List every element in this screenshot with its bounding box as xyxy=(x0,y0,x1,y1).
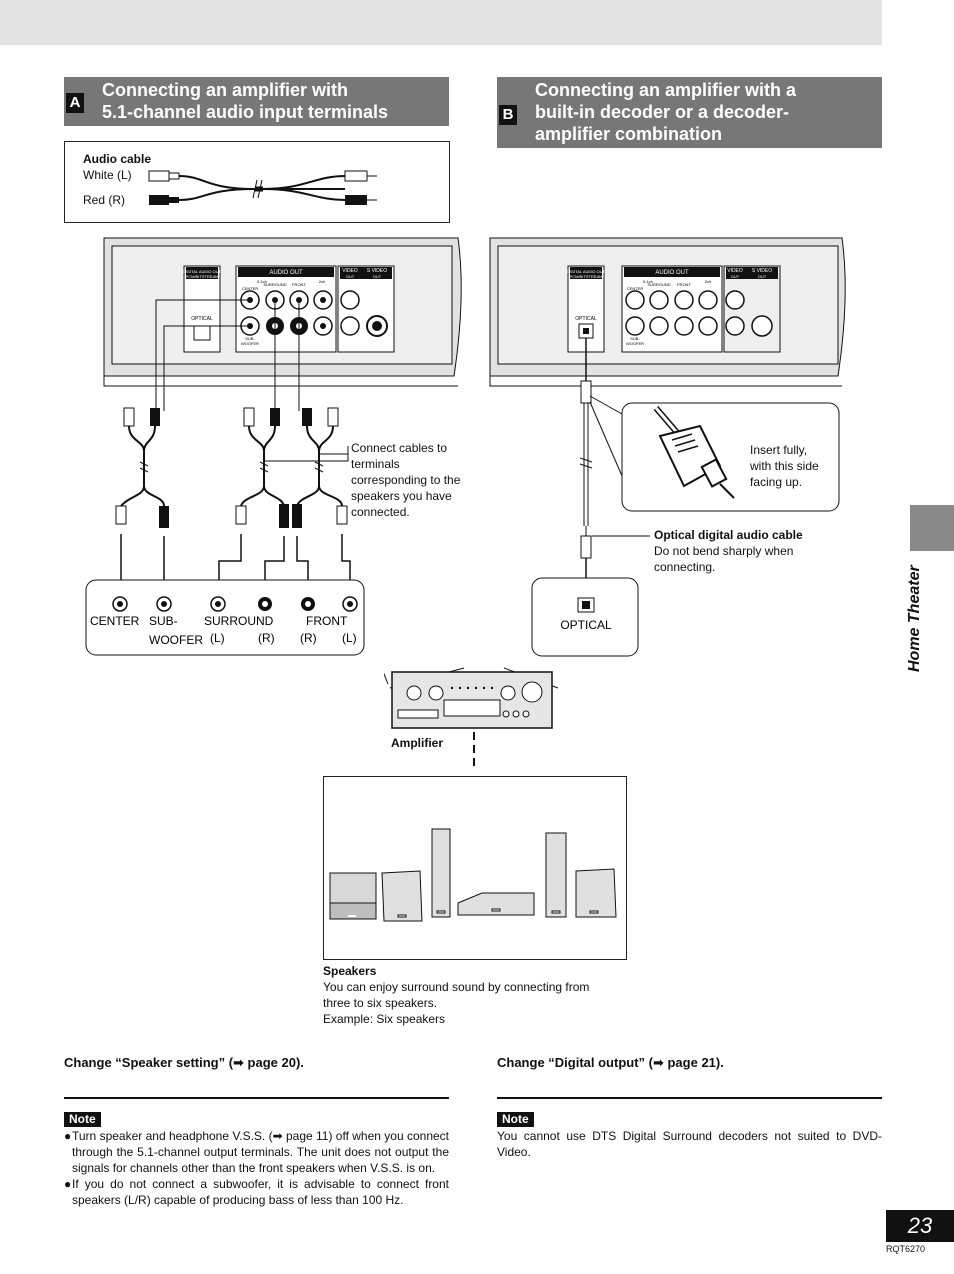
b-optical-label: OPTICAL xyxy=(575,316,597,322)
audio-cable-title: Audio cable xyxy=(83,152,152,166)
amp-center-label: CENTER xyxy=(90,614,140,628)
a-2ch-label: 2ch xyxy=(318,279,326,284)
b-front-label: FRONT xyxy=(677,282,691,287)
amplifier-label: Amplifier xyxy=(391,736,444,750)
side-tab-text: Home Theater xyxy=(906,565,923,672)
change-speaker-setting: Change “Speaker setting” (➡ page 20). xyxy=(64,1055,304,1070)
a-video-out-label: OUT xyxy=(345,274,355,279)
connect-note: Connect cables to terminals corresponding to the speakers you have connected. xyxy=(351,441,461,519)
b-svideo-out-label: OUT xyxy=(757,274,767,279)
side-tab-block xyxy=(910,505,954,551)
section-a-heading xyxy=(64,77,449,126)
note-b-label: Note xyxy=(497,1112,534,1127)
note-a-item xyxy=(64,1128,449,1176)
a-center-label: CENTER xyxy=(241,286,259,291)
amp-surround-l: (L) xyxy=(210,631,225,645)
a-digital-label: DIGITAL AUDIO OUT xyxy=(182,269,222,274)
a-woofer-label: WOOFER xyxy=(241,341,259,346)
note-b-text: You cannot use DTS Digital Surround decoders not suited to DVD-Video. xyxy=(497,1129,882,1159)
optical-cable-note xyxy=(654,527,834,575)
b-surround-label: SURROUND xyxy=(647,282,671,287)
audio-cable-white: White (L) xyxy=(83,168,132,182)
amp-front-r: (R) xyxy=(300,631,317,645)
note-a-label: Note xyxy=(64,1112,101,1127)
section-b-heading xyxy=(497,77,882,148)
amp-surround-label: SURROUND xyxy=(204,614,274,628)
amplifier-drawing xyxy=(384,664,564,768)
speakers-drawing xyxy=(324,777,626,959)
a-svideo-label: S VIDEO xyxy=(366,268,388,274)
a-audio-out-label: AUDIO OUT xyxy=(269,270,303,276)
section-b-letter: B xyxy=(499,105,517,125)
amp-surround-r: (R) xyxy=(258,631,275,645)
a-sub-label: SUB- xyxy=(245,336,255,341)
b-video-label: VIDEO xyxy=(727,268,743,274)
b-svideo-label: S VIDEO xyxy=(751,268,773,274)
b-2ch-label: 2ch xyxy=(704,279,712,284)
optical-cable-title: Optical digital audio cable xyxy=(654,528,803,542)
b-video-out-label: OUT xyxy=(730,274,740,279)
note-a-item-text: Turn speaker and headphone V.S.S. (➡ page 11) off when you connect through the 5.1-channel output terminals. The unit does not output the signals for channels other than the front speakers when V.S.S. is on. xyxy=(72,1129,449,1175)
side-tab-label xyxy=(898,560,934,680)
speakers-title: Speakers xyxy=(323,964,377,978)
speakers-note xyxy=(323,963,633,1027)
note-a-item-text: If you do not connect a subwoofer, it is advisable to connect front speakers (L/R) capable of producing bass of less than 100 Hz. xyxy=(72,1177,449,1207)
section-a-letter: A xyxy=(66,93,84,113)
b-digital-label: DIGITAL AUDIO OUT xyxy=(566,269,606,274)
a-51ch-label: 5.1ch xyxy=(257,279,267,284)
a-optical-label: OPTICAL xyxy=(191,316,213,322)
note-a-item xyxy=(64,1176,449,1208)
a-pcm-label: (PCM/BITSTREAM) xyxy=(184,274,220,279)
audio-cable-drawing xyxy=(145,162,385,212)
a-front-label: FRONT xyxy=(292,282,306,287)
b-center-label: CENTER xyxy=(626,286,644,291)
insert-note: Insert fully, with this side facing up. xyxy=(750,443,819,489)
rule-a xyxy=(64,1097,449,1099)
b-sub-label: SUB- xyxy=(630,336,640,341)
bullet-icon: ● xyxy=(64,1177,72,1191)
audio-cable-box xyxy=(64,141,450,223)
page-number: 23 xyxy=(886,1210,954,1242)
b-woofer-label: WOOFER xyxy=(626,341,644,346)
speakers-box xyxy=(323,776,627,960)
rule-b xyxy=(497,1097,882,1099)
a-svideo-out-label: OUT xyxy=(372,274,382,279)
amp-woofer-label: WOOFER xyxy=(149,633,203,647)
a-surround-label: SURROUND xyxy=(263,282,287,287)
b-audio-out-label: AUDIO OUT xyxy=(655,270,689,276)
note-a-text xyxy=(64,1128,449,1208)
doc-code: RQT6270 xyxy=(886,1244,926,1254)
section-a-title: Connecting an amplifier with 5.1-channel audio input terminals xyxy=(102,80,389,122)
audio-cable-red: Red (R) xyxy=(83,193,126,207)
amp-front-l: (L) xyxy=(342,631,357,645)
change-digital-output: Change “Digital output” (➡ page 21). xyxy=(497,1055,724,1070)
optical-terminal-label: OPTICAL xyxy=(560,618,612,632)
speakers-text: You can enjoy surround sound by connecting from three to six speakers. Example: Six speakers xyxy=(323,980,590,1026)
amp-front-label: FRONT xyxy=(306,614,348,628)
bullet-icon: ● xyxy=(64,1129,72,1143)
a-video-label: VIDEO xyxy=(342,268,358,274)
top-band xyxy=(0,0,882,45)
optical-cable-text: Do not bend sharply when connecting. xyxy=(654,544,794,574)
b-pcm-label: (PCM/BITSTREAM) xyxy=(568,274,604,279)
amp-sub-label: SUB- xyxy=(149,614,178,628)
b-51ch-label: 5.1ch xyxy=(643,279,653,284)
section-b-title: Connecting an amplifier with a built-in decoder or a decoder- amplifier combination xyxy=(535,80,797,144)
